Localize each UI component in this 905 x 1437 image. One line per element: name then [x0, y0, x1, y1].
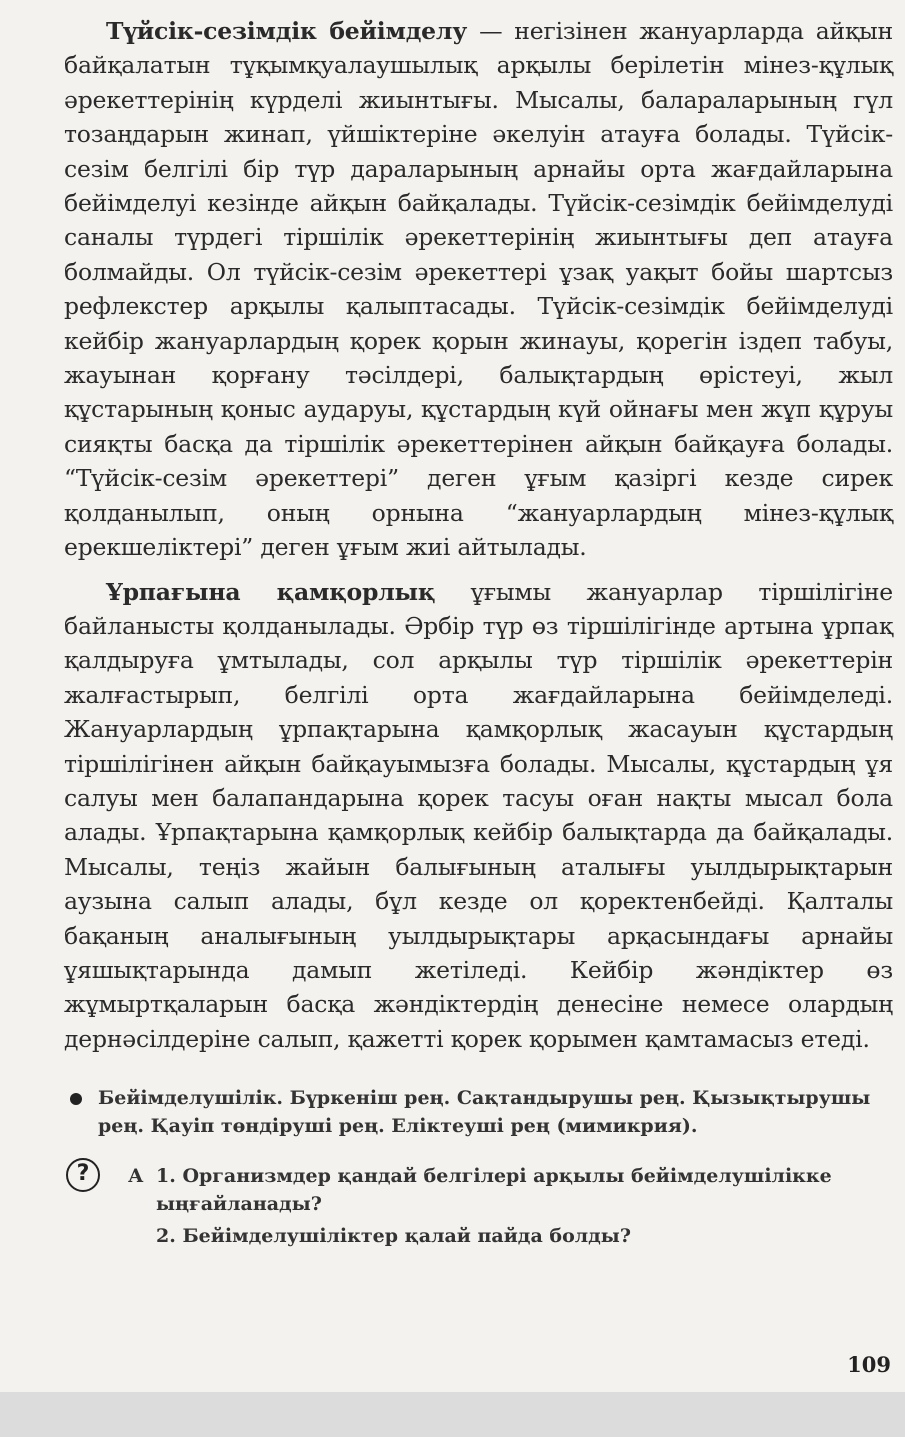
keywords-block	[64, 1084, 893, 1140]
page-number: 109	[847, 1352, 891, 1377]
paragraph-offspring-care	[64, 575, 893, 1057]
keywords-text: Бейімделушілік. Бүркеніш рең. Сақтандырушы рең. Қызықтырушы рең. Қауіп төндіруші рең. Еліктеуші рең (мимикрия).	[98, 1087, 871, 1138]
question-1: 1. Организмдер қандай белгілері арқылы бейімделушілікке ыңғайланады?	[156, 1165, 832, 1216]
questions-block	[64, 1162, 893, 1250]
paragraph-instinct	[64, 14, 893, 565]
paragraph-instinct-text: — негізінен жануарларда айқын байқалатын тұқымқуалаушылық арқылы берілетін мінез-құлық әрекеттерінің күрделі жиынтығы. Мысалы, балараларының гүл тозаңдарын жинап, үйшіктеріне әкелуін атауға болады. Түйсік-сезім белгілі бір түр дараларының арнайы орта жағдайларына бейімделуі кезінде айқын байқалады. Түйсік-сезімдік бейімделуді саналы түрдегі тіршілік әрекеттерінің жиынтығы деп атауға болмайды. Ол түйсік-сезім әрекеттері ұзақ уақыт бойы шартсыз рефлекстер арқылы қалыптасады. Түйсік-сезімдік бейімделуді кейбір жануарлардың қорек қорын жинауы, қорегін іздеп табуы, жауынан қорғану тәсілдері, балықтардың өрістеуі, жыл құстарының қоныс аударуы, құстардың күй ойнағы мен жұп құруы сияқты басқа да тіршілік әрекеттерінен айқын байқауға болады. “Түйсік-сезім әрекеттері” деген ұғым қазіргі кезде сирек қолданылып, оның орнына “жануарлардың мінез-құлық ерекшеліктері” деген ұғым жиі айтылады.	[64, 17, 894, 562]
question-section-label: А	[128, 1165, 144, 1188]
term-instinct: Түйсік-сезімдік бейімделу	[106, 17, 468, 45]
term-offspring-care: Ұрпағына қамқорлық	[106, 577, 436, 606]
paragraph-offspring-care-text: ұғымы жануарлар тіршілігіне байланысты қолданылады. Әрбір түр өз тіршілігінде артына ұрпақ қалдыруға ұмтылады, сол арқылы түр тіршілік әрекеттерін жалғастырып, белгілі орта жағдайларына бейімделеді. Жануарлардың ұрпақтарына қамқорлық жасауын құстардың тіршілігінен айқын байқауымызға болады. Мысалы, құстардың ұя салуы мен балапандарына қорек тасуы оған нақты мысал бола алады. Ұрпақтарына қамқорлық кейбір балықтарда да байқалады. Мысалы, теңіз жайын балығының аталығы уылдырықтарын аузына салып алады, бұл кезде ол қоректенбейді. Қалталы бақаның аналығының уылдырықтары арқасындағы арнайы ұяшықтарында дамып жетіледі. Кейбір жәндіктер өз жұмыртқаларын басқа жәндіктердің денесіне немесе олардың дернәсілдеріне салып, қажетті қорек қорымен қамтамасыз етеді.	[64, 577, 893, 1053]
question-mark-icon: ?	[66, 1158, 100, 1192]
bullet-icon	[70, 1093, 82, 1105]
question-2: 2. Бейімделушіліктер қалай пайда болды?	[156, 1225, 631, 1248]
